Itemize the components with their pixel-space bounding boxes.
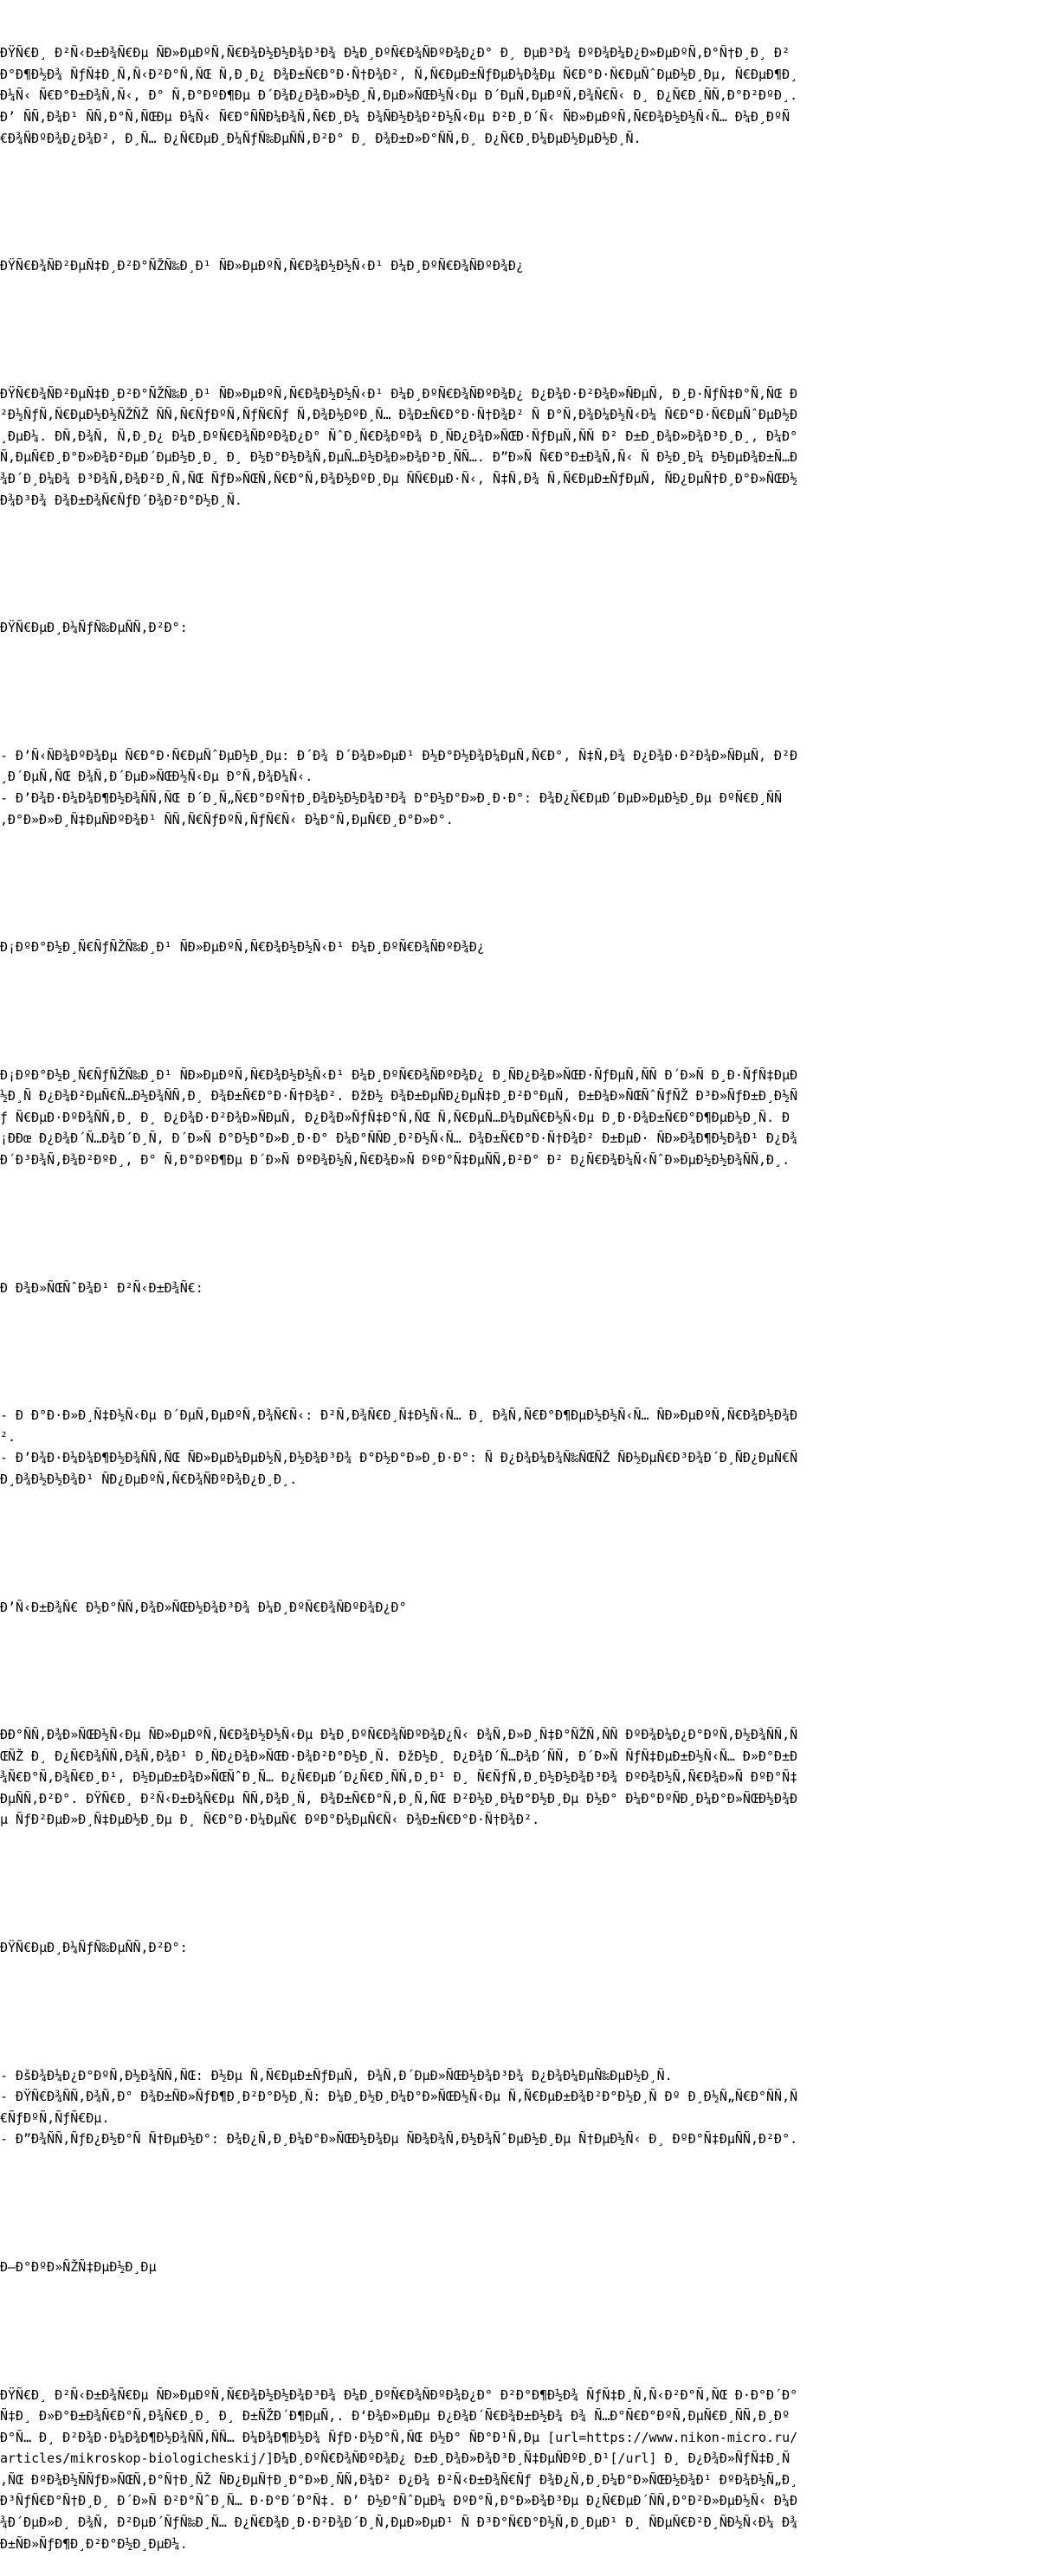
section-paragraph: Ð¡ÐºÐ°Ð½Ð¸Ñ€ÑƒÑŽÑ‰Ð¸Ð¹ ÑÐ»ÐµÐºÑ‚Ñ€Ð¾Ð½Ð½Ñ‹Ð¹ Ð¼Ð¸ÐºÑ€Ð¾ÑÐºÐ¾Ð¿ Ð¸ÑÐ¿Ð¾Ð»ÑŒÐ·ÑƒÐµÑ‚ÑÑ Ð´Ð»Ñ Ð¸Ð·ÑƒÑ‡ÐµÐ½Ð¸Ñ Ð¿Ð¾Ð²ÐµÑ€Ñ…Ð½Ð¾ÑÑ‚Ð¸ Ð¾Ð±Ñ€Ð°Ð·Ñ†Ð¾Ð². ÐžÐ½ Ð¾Ð±ÐµÑÐ¿ÐµÑ‡Ð¸Ð²Ð°ÐµÑ‚ Ð±Ð¾Ð»ÑŒÑˆÑƒÑŽ Ð³Ð»ÑƒÐ±Ð¸Ð½Ñƒ Ñ€ÐµÐ·ÐºÐ¾ÑÑ‚Ð¸ Ð¸ Ð¿Ð¾Ð·Ð²Ð¾Ð»ÑÐµÑ‚ Ð¿Ð¾Ð»ÑƒÑ‡Ð°Ñ‚ÑŒ Ñ‚Ñ€ÐµÑ…Ð¼ÐµÑ€Ð½Ñ‹Ðµ Ð¸Ð·Ð¾Ð±Ñ€Ð°Ð¶ÐµÐ½Ð¸Ñ. Ð¡ÐÐœ Ð¿Ð¾Ð´Ñ…Ð¾Ð´Ð¸Ñ‚ Ð´Ð»Ñ Ð°Ð½Ð°Ð»Ð¸Ð·Ð° Ð¼Ð°ÑÑÐ¸Ð²Ð½Ñ‹Ñ… Ð¾Ð±Ñ€Ð°Ð·Ñ†Ð¾Ð² Ð±ÐµÐ· ÑÐ»Ð¾Ð¶Ð½Ð¾Ð¹ Ð¿Ð¾Ð´Ð³Ð¾Ñ‚Ð¾Ð²ÐºÐ¸, Ð° Ñ‚Ð°ÐºÐ¶Ðµ Ð´Ð»Ñ ÐºÐ¾Ð½Ñ‚Ñ€Ð¾Ð»Ñ ÐºÐ°Ñ‡ÐµÑÑ‚Ð²Ð° Ð² Ð¿Ñ€Ð¾Ð¼Ñ‹ÑˆÐ»ÐµÐ½Ð½Ð¾ÑÑ‚Ð¸. <box>0 1066 798 1169</box>
bullet-list: - Ð Ð°Ð·Ð»Ð¸Ñ‡Ð½Ñ‹Ðµ Ð´ÐµÑ‚ÐµÐºÑ‚Ð¾Ñ€Ñ‹: Ð²Ñ‚Ð¾Ñ€Ð¸Ñ‡Ð½Ñ‹Ñ… Ð¸ Ð¾Ñ‚Ñ€Ð°Ð¶ÐµÐ½Ð½Ñ‹Ñ… ÑÐ»ÐµÐºÑ‚Ñ€Ð¾Ð½Ð¾Ð². - Ð’Ð¾Ð·Ð¼Ð¾Ð¶Ð½Ð¾ÑÑ‚ÑŒ ÑÐ»ÐµÐ¼ÐµÐ½Ñ‚Ð½Ð¾Ð³Ð¾ Ð°Ð½Ð°Ð»Ð¸Ð·Ð°: Ñ Ð¿Ð¾Ð¼Ð¾Ñ‰ÑŒÑŽ ÑÐ½ÐµÑ€Ð³Ð¾Ð´Ð¸ÑÐ¿ÐµÑ€ÑÐ¸Ð¾Ð½Ð½Ð¾Ð¹ ÑÐ¿ÐµÐºÑ‚Ñ€Ð¾ÑÐºÐ¾Ð¿Ð¸Ð¸. <box>0 1407 798 1487</box>
paragraph-gap <box>0 1660 801 1682</box>
subsection-heading: ÐŸÑ€ÐµÐ¸Ð¼ÑƒÑ‰ÐµÑÑ‚Ð²Ð°: <box>0 1940 188 1956</box>
section-heading: Ð’Ñ‹Ð±Ð¾Ñ€ Ð½Ð°ÑÑ‚Ð¾Ð»ÑŒÐ½Ð¾Ð³Ð¾ Ð¼Ð¸ÐºÑ€Ð¾ÑÐºÐ¾Ð¿Ð° <box>0 1599 407 1615</box>
subsection-heading: ÐŸÑ€ÐµÐ¸Ð¼ÑƒÑ‰ÐµÑÑ‚Ð²Ð°: <box>0 620 188 636</box>
paragraph-gap <box>0 2321 801 2342</box>
conclusion-paragraph: ÐŸÑ€Ð¸ Ð²Ñ‹Ð±Ð¾Ñ€Ðµ ÑÐ»ÐµÐºÑ‚Ñ€Ð¾Ð½Ð½Ð¾Ð³Ð¾ Ð¼Ð¸ÐºÑ€Ð¾ÑÐºÐ¾Ð¿Ð° Ð²Ð°Ð¶Ð½Ð¾ ÑƒÑ‡Ð¸Ñ‚Ñ‹Ð²Ð°Ñ‚ÑŒ Ð·Ð°Ð´Ð°Ñ‡Ð¸ Ð»Ð°Ð±Ð¾Ñ€Ð°Ñ‚Ð¾Ñ€Ð¸Ð¸ Ð¸ Ð±ÑŽÐ´Ð¶ÐµÑ‚. Ð‘Ð¾Ð»ÐµÐµ Ð¿Ð¾Ð´Ñ€Ð¾Ð±Ð½Ð¾ Ð¾ Ñ…Ð°Ñ€Ð°ÐºÑ‚ÐµÑ€Ð¸ÑÑ‚Ð¸ÐºÐ°Ñ… Ð¸ Ð²Ð¾Ð·Ð¼Ð¾Ð¶Ð½Ð¾ÑÑ‚ÑÑ… Ð¼Ð¾Ð¶Ð½Ð¾ ÑƒÐ·Ð½Ð°Ñ‚ÑŒ Ð½Ð° ÑÐ°Ð¹Ñ‚Ðµ [url=https://www.nikon-micro.ru/articles/mikroskop-biologicheskij/]Ð¼Ð¸ÐºÑ€Ð¾ÑÐºÐ¾Ð¿ Ð±Ð¸Ð¾Ð»Ð¾Ð³Ð¸Ñ‡ÐµÑÐºÐ¸Ð¹[/url] Ð¸ Ð¿Ð¾Ð»ÑƒÑ‡Ð¸Ñ‚ÑŒ ÐºÐ¾Ð½ÑÑƒÐ»ÑŒÑ‚Ð°Ñ†Ð¸ÑŽ ÑÐ¿ÐµÑ†Ð¸Ð°Ð»Ð¸ÑÑ‚Ð¾Ð² Ð¿Ð¾ Ð²Ñ‹Ð±Ð¾Ñ€Ñƒ Ð¾Ð¿Ñ‚Ð¸Ð¼Ð°Ð»ÑŒÐ½Ð¾Ð¹ ÐºÐ¾Ð½Ñ„Ð¸Ð³ÑƒÑ€Ð°Ñ†Ð¸Ð¸ Ð´Ð»Ñ Ð²Ð°ÑˆÐ¸Ñ… Ð·Ð°Ð´Ð°Ñ‡. Ð’ Ð½Ð°ÑˆÐµÐ¼ ÐºÐ°Ñ‚Ð°Ð»Ð¾Ð³Ðµ Ð¿Ñ€ÐµÐ´ÑÑ‚Ð°Ð²Ð»ÐµÐ½Ñ‹ Ð¼Ð¾Ð´ÐµÐ»Ð¸ Ð¾Ñ‚ Ð²ÐµÐ´ÑƒÑ‰Ð¸Ñ… Ð¿Ñ€Ð¾Ð¸Ð·Ð²Ð¾Ð´Ð¸Ñ‚ÐµÐ»ÐµÐ¹ Ñ Ð³Ð°Ñ€Ð°Ð½Ñ‚Ð¸ÐµÐ¹ Ð¸ ÑÐµÑ€Ð²Ð¸ÑÐ½Ñ‹Ð¼ Ð¾Ð±ÑÐ»ÑƒÐ¶Ð¸Ð²Ð°Ð½Ð¸ÐµÐ¼. <box>0 2386 798 2552</box>
paragraph-gap <box>0 191 801 213</box>
paragraph-gap <box>0 1873 801 1895</box>
intro-paragraph: ÐŸÑ€Ð¸ Ð²Ñ‹Ð±Ð¾Ñ€Ðµ ÑÐ»ÐµÐºÑ‚Ñ€Ð¾Ð½Ð½Ð¾Ð³Ð¾ Ð¼Ð¸ÐºÑ€Ð¾ÑÐºÐ¾Ð¿Ð° Ð¸ ÐµÐ³Ð¾ ÐºÐ¾Ð¼Ð¿Ð»ÐµÐºÑ‚Ð°Ñ†Ð¸Ð¸ Ð²Ð°Ð¶Ð½Ð¾ ÑƒÑ‡Ð¸Ñ‚Ñ‹Ð²Ð°Ñ‚ÑŒ Ñ‚Ð¸Ð¿ Ð¾Ð±Ñ€Ð°Ð·Ñ†Ð¾Ð², Ñ‚Ñ€ÐµÐ±ÑƒÐµÐ¼Ð¾Ðµ Ñ€Ð°Ð·Ñ€ÐµÑˆÐµÐ½Ð¸Ðµ, Ñ€ÐµÐ¶Ð¸Ð¼Ñ‹ Ñ€Ð°Ð±Ð¾Ñ‚Ñ‹, Ð° Ñ‚Ð°ÐºÐ¶Ðµ Ð´Ð¾Ð¿Ð¾Ð»Ð½Ð¸Ñ‚ÐµÐ»ÑŒÐ½Ñ‹Ðµ Ð´ÐµÑ‚ÐµÐºÑ‚Ð¾Ñ€Ñ‹ Ð¸ Ð¿Ñ€Ð¸ÑÑ‚Ð°Ð²ÐºÐ¸. Ð’ ÑÑ‚Ð¾Ð¹ ÑÑ‚Ð°Ñ‚ÑŒÐµ Ð¼Ñ‹ Ñ€Ð°ÑÑÐ¼Ð¾Ñ‚Ñ€Ð¸Ð¼ Ð¾ÑÐ½Ð¾Ð²Ð½Ñ‹Ðµ Ð²Ð¸Ð´Ñ‹ ÑÐ»ÐµÐºÑ‚Ñ€Ð¾Ð½Ð½Ñ‹Ñ… Ð¼Ð¸ÐºÑ€Ð¾ÑÐºÐ¾Ð¿Ð¾Ð², Ð¸Ñ… Ð¿Ñ€ÐµÐ¸Ð¼ÑƒÑ‰ÐµÑÑ‚Ð²Ð° Ð¸ Ð¾Ð±Ð»Ð°ÑÑ‚Ð¸ Ð¿Ñ€Ð¸Ð¼ÐµÐ½ÐµÐ½Ð¸Ñ. <box>0 45 806 146</box>
paragraph-gap <box>0 681 801 703</box>
section-heading: Ð—Ð°ÐºÐ»ÑŽÑ‡ÐµÐ½Ð¸Ðµ <box>0 2258 157 2275</box>
section-paragraph: ÐŸÑ€Ð¾ÑÐ²ÐµÑ‡Ð¸Ð²Ð°ÑŽÑ‰Ð¸Ð¹ ÑÐ»ÐµÐºÑ‚Ñ€Ð¾Ð½Ð½Ñ‹Ð¹ Ð¼Ð¸ÐºÑ€Ð¾ÑÐºÐ¾Ð¿ Ð¿Ð¾Ð·Ð²Ð¾Ð»ÑÐµÑ‚ Ð¸Ð·ÑƒÑ‡Ð°Ñ‚ÑŒ Ð²Ð½ÑƒÑ‚Ñ€ÐµÐ½Ð½ÑŽÑŽ ÑÑ‚Ñ€ÑƒÐºÑ‚ÑƒÑ€Ñƒ Ñ‚Ð¾Ð½ÐºÐ¸Ñ… Ð¾Ð±Ñ€Ð°Ð·Ñ†Ð¾Ð² Ñ Ð°Ñ‚Ð¾Ð¼Ð½Ñ‹Ð¼ Ñ€Ð°Ð·Ñ€ÐµÑˆÐµÐ½Ð¸ÐµÐ¼. ÐÑ‚Ð¾Ñ‚ Ñ‚Ð¸Ð¿ Ð¼Ð¸ÐºÑ€Ð¾ÑÐºÐ¾Ð¿Ð° ÑˆÐ¸Ñ€Ð¾ÐºÐ¾ Ð¸ÑÐ¿Ð¾Ð»ÑŒÐ·ÑƒÐµÑ‚ÑÑ Ð² Ð±Ð¸Ð¾Ð»Ð¾Ð³Ð¸Ð¸, Ð¼Ð°Ñ‚ÐµÑ€Ð¸Ð°Ð»Ð¾Ð²ÐµÐ´ÐµÐ½Ð¸Ð¸ Ð¸ Ð½Ð°Ð½Ð¾Ñ‚ÐµÑ…Ð½Ð¾Ð»Ð¾Ð³Ð¸ÑÑ…. Ð”Ð»Ñ Ñ€Ð°Ð±Ð¾Ñ‚Ñ‹ Ñ Ð½Ð¸Ð¼ Ð½ÐµÐ¾Ð±Ñ…Ð¾Ð´Ð¸Ð¼Ð¾ Ð³Ð¾Ñ‚Ð¾Ð²Ð¸Ñ‚ÑŒ ÑƒÐ»ÑŒÑ‚Ñ€Ð°Ñ‚Ð¾Ð½ÐºÐ¸Ðµ ÑÑ€ÐµÐ·Ñ‹, Ñ‡Ñ‚Ð¾ Ñ‚Ñ€ÐµÐ±ÑƒÐµÑ‚ ÑÐ¿ÐµÑ†Ð¸Ð°Ð»ÑŒÐ½Ð¾Ð³Ð¾ Ð¾Ð±Ð¾Ñ€ÑƒÐ´Ð¾Ð²Ð°Ð½Ð¸Ñ. <box>0 385 798 508</box>
paragraph-gap <box>0 1533 801 1555</box>
section-paragraph: ÐÐ°ÑÑ‚Ð¾Ð»ÑŒÐ½Ñ‹Ðµ ÑÐ»ÐµÐºÑ‚Ñ€Ð¾Ð½Ð½Ñ‹Ðµ Ð¼Ð¸ÐºÑ€Ð¾ÑÐºÐ¾Ð¿Ñ‹ Ð¾Ñ‚Ð»Ð¸Ñ‡Ð°ÑŽÑ‚ÑÑ ÐºÐ¾Ð¼Ð¿Ð°ÐºÑ‚Ð½Ð¾ÑÑ‚ÑŒÑŽ Ð¸ Ð¿Ñ€Ð¾ÑÑ‚Ð¾Ñ‚Ð¾Ð¹ Ð¸ÑÐ¿Ð¾Ð»ÑŒÐ·Ð¾Ð²Ð°Ð½Ð¸Ñ. ÐžÐ½Ð¸ Ð¿Ð¾Ð´Ñ…Ð¾Ð´ÑÑ‚ Ð´Ð»Ñ ÑƒÑ‡ÐµÐ±Ð½Ñ‹Ñ… Ð»Ð°Ð±Ð¾Ñ€Ð°Ñ‚Ð¾Ñ€Ð¸Ð¹, Ð½ÐµÐ±Ð¾Ð»ÑŒÑˆÐ¸Ñ… Ð¿Ñ€ÐµÐ´Ð¿Ñ€Ð¸ÑÑ‚Ð¸Ð¹ Ð¸ Ñ€ÑƒÑ‚Ð¸Ð½Ð½Ð¾Ð³Ð¾ ÐºÐ¾Ð½Ñ‚Ñ€Ð¾Ð»Ñ ÐºÐ°Ñ‡ÐµÑÑ‚Ð²Ð°. ÐŸÑ€Ð¸ Ð²Ñ‹Ð±Ð¾Ñ€Ðµ ÑÑ‚Ð¾Ð¸Ñ‚ Ð¾Ð±Ñ€Ð°Ñ‚Ð¸Ñ‚ÑŒ Ð²Ð½Ð¸Ð¼Ð°Ð½Ð¸Ðµ Ð½Ð° Ð¼Ð°ÐºÑÐ¸Ð¼Ð°Ð»ÑŒÐ½Ð¾Ðµ ÑƒÐ²ÐµÐ»Ð¸Ñ‡ÐµÐ½Ð¸Ðµ Ð¸ Ñ€Ð°Ð·Ð¼ÐµÑ€ ÐºÐ°Ð¼ÐµÑ€Ñ‹ Ð¾Ð±Ñ€Ð°Ð·Ñ†Ð¾Ð². <box>0 1727 798 1828</box>
paragraph-gap <box>0 1001 801 1022</box>
bullet-list: - ÐšÐ¾Ð¼Ð¿Ð°ÐºÑ‚Ð½Ð¾ÑÑ‚ÑŒ: Ð½Ðµ Ñ‚Ñ€ÐµÐ±ÑƒÐµÑ‚ Ð¾Ñ‚Ð´ÐµÐ»ÑŒÐ½Ð¾Ð³Ð¾ Ð¿Ð¾Ð¼ÐµÑ‰ÐµÐ½Ð¸Ñ. - ÐŸÑ€Ð¾ÑÑ‚Ð¾Ñ‚Ð° Ð¾Ð±ÑÐ»ÑƒÐ¶Ð¸Ð²Ð°Ð½Ð¸Ñ: Ð¼Ð¸Ð½Ð¸Ð¼Ð°Ð»ÑŒÐ½Ñ‹Ðµ Ñ‚Ñ€ÐµÐ±Ð¾Ð²Ð°Ð½Ð¸Ñ Ðº Ð¸Ð½Ñ„Ñ€Ð°ÑÑ‚Ñ€ÑƒÐºÑ‚ÑƒÑ€Ðµ. - Ð”Ð¾ÑÑ‚ÑƒÐ¿Ð½Ð°Ñ Ñ†ÐµÐ½Ð°: Ð¾Ð¿Ñ‚Ð¸Ð¼Ð°Ð»ÑŒÐ½Ð¾Ðµ ÑÐ¾Ð¾Ñ‚Ð½Ð¾ÑˆÐµÐ½Ð¸Ðµ Ñ†ÐµÐ½Ñ‹ Ð¸ ÐºÐ°Ñ‡ÐµÑÑ‚Ð²Ð°. <box>0 2067 798 2148</box>
paragraph-gap <box>0 553 801 575</box>
paragraph-gap <box>0 873 801 894</box>
paragraph-gap <box>0 2193 801 2214</box>
paragraph-gap <box>0 1341 801 1362</box>
paragraph-gap <box>0 2001 801 2023</box>
section-heading: ÐŸÑ€Ð¾ÑÐ²ÐµÑ‡Ð¸Ð²Ð°ÑŽÑ‰Ð¸Ð¹ ÑÐ»ÐµÐºÑ‚Ñ€Ð¾Ð½Ð½Ñ‹Ð¹ Ð¼Ð¸ÐºÑ€Ð¾ÑÐºÐ¾Ð¿ <box>0 258 525 274</box>
paragraph-gap <box>0 319 801 341</box>
subsection-heading: Ð Ð¾Ð»ÑŒÑˆÐ¾Ð¹ Ð²Ñ‹Ð±Ð¾Ñ€: <box>0 1279 203 1296</box>
paragraph-gap <box>0 1214 801 1235</box>
bullet-list: - Ð’Ñ‹ÑÐ¾ÐºÐ¾Ðµ Ñ€Ð°Ð·Ñ€ÐµÑˆÐµÐ½Ð¸Ðµ: Ð´Ð¾ Ð´Ð¾Ð»ÐµÐ¹ Ð½Ð°Ð½Ð¾Ð¼ÐµÑ‚Ñ€Ð°, Ñ‡Ñ‚Ð¾ Ð¿Ð¾Ð·Ð²Ð¾Ð»ÑÐµÑ‚ Ð²Ð¸Ð´ÐµÑ‚ÑŒ Ð¾Ñ‚Ð´ÐµÐ»ÑŒÐ½Ñ‹Ðµ Ð°Ñ‚Ð¾Ð¼Ñ‹. - Ð’Ð¾Ð·Ð¼Ð¾Ð¶Ð½Ð¾ÑÑ‚ÑŒ Ð´Ð¸Ñ„Ñ€Ð°ÐºÑ†Ð¸Ð¾Ð½Ð½Ð¾Ð³Ð¾ Ð°Ð½Ð°Ð»Ð¸Ð·Ð°: Ð¾Ð¿Ñ€ÐµÐ´ÐµÐ»ÐµÐ½Ð¸Ðµ ÐºÑ€Ð¸ÑÑ‚Ð°Ð»Ð»Ð¸Ñ‡ÐµÑÐºÐ¾Ð¹ ÑÑ‚Ñ€ÑƒÐºÑ‚ÑƒÑ€Ñ‹ Ð¼Ð°Ñ‚ÐµÑ€Ð¸Ð°Ð»Ð°. <box>0 747 798 828</box>
section-heading: Ð¡ÐºÐ°Ð½Ð¸Ñ€ÑƒÑŽÑ‰Ð¸Ð¹ ÑÐ»ÐµÐºÑ‚Ñ€Ð¾Ð½Ð½Ñ‹Ð¹ Ð¼Ð¸ÐºÑ€Ð¾ÑÐºÐ¾Ð¿ <box>0 939 485 956</box>
